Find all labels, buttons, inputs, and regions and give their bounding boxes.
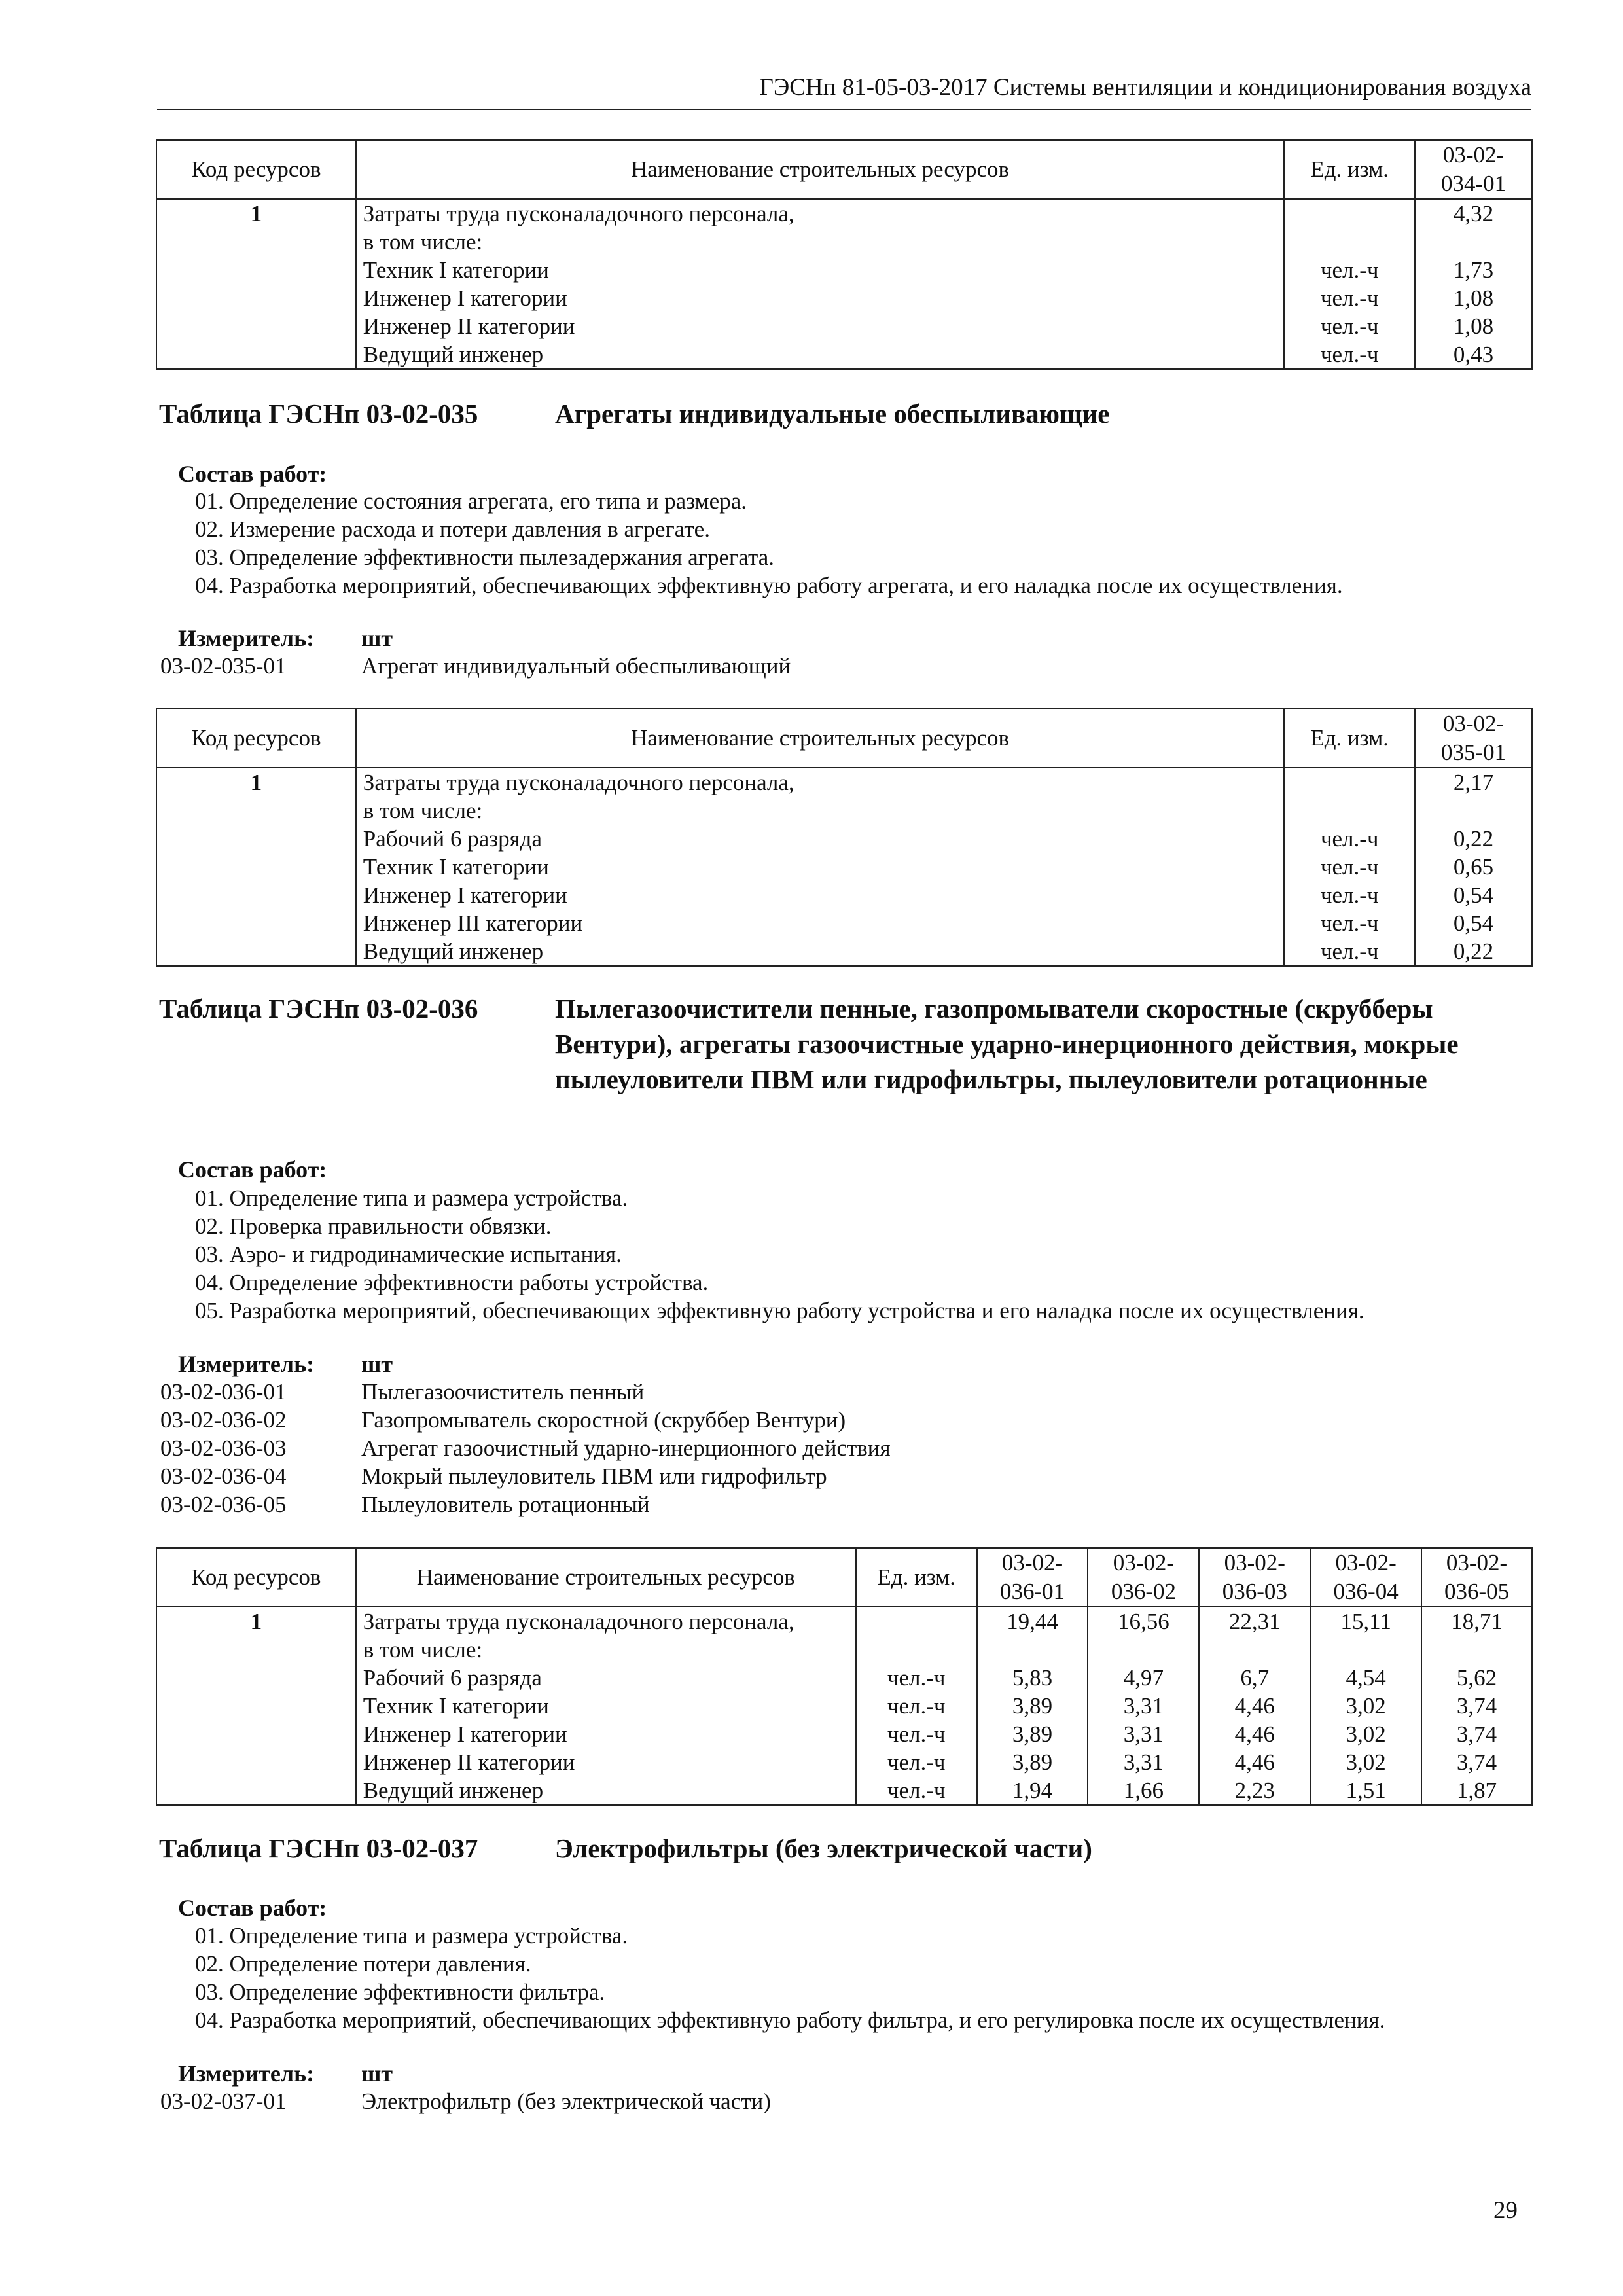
col-header-code: Код ресурсов xyxy=(156,140,356,199)
col-header-unit: Ед. изм. xyxy=(856,1548,977,1607)
col-header-unit: Ед. изм. xyxy=(1284,140,1415,199)
table-row xyxy=(156,256,1532,284)
unit-cell: чел.-ч xyxy=(856,1664,977,1692)
unit-cell: чел.-ч xyxy=(856,1776,977,1805)
table-row xyxy=(156,797,1532,825)
value-cell: 0,22 xyxy=(1415,937,1532,966)
measure-heading: Измеритель: xyxy=(178,625,315,651)
value-cell: 3,74 xyxy=(1421,1720,1532,1748)
code-cell xyxy=(156,228,356,256)
section-035-heading xyxy=(159,396,1533,435)
col-header-value: 03-02-034-01 xyxy=(1415,140,1532,199)
value-cell: 3,74 xyxy=(1421,1748,1532,1776)
code-cell xyxy=(156,1720,356,1748)
code-cell xyxy=(156,937,356,966)
value-cell xyxy=(1310,1636,1421,1664)
unit-cell: чел.-ч xyxy=(856,1720,977,1748)
measure-unit: шт xyxy=(361,625,393,651)
value-cell xyxy=(977,1636,1088,1664)
value-cell: 3,89 xyxy=(977,1692,1088,1720)
code-cell xyxy=(156,881,356,909)
table-row xyxy=(156,1776,1532,1805)
resource-table-036 xyxy=(156,1547,1533,1806)
table-row xyxy=(156,1636,1532,1664)
name-cell: в том числе: xyxy=(356,797,1284,825)
unit-cell: чел.-ч xyxy=(1284,881,1415,909)
work-item: 02. Проверка правильности обвязки. xyxy=(195,1213,552,1239)
name-cell: Инженер III категории xyxy=(356,909,1284,937)
code-cell: 1 xyxy=(156,1607,356,1636)
item-name: Мокрый пылеуловитель ПВМ или гидрофильтр xyxy=(361,1463,827,1489)
resource-table-034 xyxy=(156,139,1533,370)
value-cell xyxy=(1415,228,1532,256)
table-row xyxy=(156,1607,1532,1636)
value-cell: 4,32 xyxy=(1415,199,1532,228)
col-header-value: 03-02-036-01 xyxy=(977,1548,1088,1607)
page-number: 29 xyxy=(1493,2197,1518,2224)
code-cell xyxy=(156,1776,356,1805)
code-cell xyxy=(156,340,356,369)
col-header-name: Наименование строительных ресурсов xyxy=(356,1548,856,1607)
value-cell: 19,44 xyxy=(977,1607,1088,1636)
table-row xyxy=(156,1748,1532,1776)
name-cell: Затраты труда пусконаладочного персонала, xyxy=(356,199,1284,228)
header-divider xyxy=(157,109,1531,110)
value-cell: 4,97 xyxy=(1088,1664,1199,1692)
item-name: Агрегат газоочистный ударно-инерционного действия xyxy=(361,1435,891,1461)
work-item: 01. Определение состояния агрегата, его типа и размера. xyxy=(195,488,747,514)
table-title: Электрофильтры (без электрической части) xyxy=(555,1833,1092,1863)
unit-cell: чел.-ч xyxy=(1284,853,1415,881)
value-cell: 6,7 xyxy=(1199,1664,1310,1692)
value-cell: 3,89 xyxy=(977,1748,1088,1776)
unit-cell: чел.-ч xyxy=(1284,909,1415,937)
value-cell: 0,54 xyxy=(1415,909,1532,937)
item-name: Агрегат индивидуальный обеспыливающий xyxy=(361,653,791,679)
value-cell: 22,31 xyxy=(1199,1607,1310,1636)
page-header: ГЭСНп 81-05-03-2017 Системы вентиляции и кондиционирования воздуха xyxy=(759,74,1531,101)
table-row xyxy=(156,1692,1532,1720)
work-item: 02. Измерение расхода и потери давления в агрегате. xyxy=(195,516,710,542)
item-code: 03-02-036-02 xyxy=(160,1407,287,1433)
name-cell: Ведущий инженер xyxy=(356,1776,856,1805)
item-code: 03-02-037-01 xyxy=(160,2089,287,2114)
name-cell: в том числе: xyxy=(356,228,1284,256)
unit-cell: чел.-ч xyxy=(1284,284,1415,312)
code-cell xyxy=(156,1636,356,1664)
value-cell: 1,08 xyxy=(1415,312,1532,340)
work-item: 03. Определение эффективности пылезадержания агрегата. xyxy=(195,545,774,570)
unit-cell xyxy=(1284,797,1415,825)
measure-unit: шт xyxy=(361,1351,393,1377)
work-item: 05. Разработка мероприятий, обеспечивающих эффективную работу устройства и его наладка после их осуществления. xyxy=(195,1298,1364,1323)
work-item: 04. Определение эффективности работы устройства. xyxy=(195,1270,709,1295)
table-label: Таблица ГЭСНп 03-02-035 xyxy=(159,399,478,429)
unit-cell xyxy=(1284,199,1415,228)
measure-heading: Измеритель: xyxy=(178,2060,315,2087)
item-name: Пылегазоочиститель пенный xyxy=(361,1379,645,1405)
value-cell: 5,62 xyxy=(1421,1664,1532,1692)
item-code: 03-02-035-01 xyxy=(160,653,287,679)
unit-cell xyxy=(856,1607,977,1636)
code-cell: 1 xyxy=(156,199,356,228)
table-row xyxy=(156,768,1532,797)
table-title: Пылегазоочистители пенные, газопромыватели скоростные (скрубберы Вентури), агрегаты газоочистные ударно-инерционного действия, мокрые пылеуловители ПВМ или гидрофильтры, пылеуловители ротационные xyxy=(555,994,1459,1094)
name-cell: Затраты труда пусконаладочного персонала, xyxy=(356,1607,856,1636)
work-item: 04. Разработка мероприятий, обеспечивающих эффективную работу фильтра, и его регулировка после их осуществления. xyxy=(195,2007,1385,2033)
measure-unit: шт xyxy=(361,2060,393,2087)
name-cell: Инженер I категории xyxy=(356,1720,856,1748)
value-cell: 1,94 xyxy=(977,1776,1088,1805)
code-cell xyxy=(156,284,356,312)
value-cell xyxy=(1199,1636,1310,1664)
table-row xyxy=(156,312,1532,340)
item-code: 03-02-036-03 xyxy=(160,1435,287,1461)
table-row xyxy=(156,937,1532,966)
item-code: 03-02-036-05 xyxy=(160,1492,287,1517)
value-cell: 3,31 xyxy=(1088,1748,1199,1776)
code-cell xyxy=(156,825,356,853)
works-heading: Состав работ: xyxy=(178,1157,327,1183)
value-cell: 4,46 xyxy=(1199,1748,1310,1776)
code-cell xyxy=(156,256,356,284)
value-cell: 2,17 xyxy=(1415,768,1532,797)
value-cell xyxy=(1415,797,1532,825)
value-cell: 16,56 xyxy=(1088,1607,1199,1636)
unit-cell: чел.-ч xyxy=(856,1692,977,1720)
unit-cell xyxy=(856,1636,977,1664)
section-036-heading xyxy=(159,991,1533,1135)
table-row xyxy=(156,284,1532,312)
value-cell: 1,51 xyxy=(1310,1776,1421,1805)
work-item: 04. Разработка мероприятий, обеспечивающих эффективную работу агрегата, и его наладка после их осуществления. xyxy=(195,573,1343,598)
value-cell: 3,74 xyxy=(1421,1692,1532,1720)
value-cell xyxy=(1088,1636,1199,1664)
unit-cell: чел.-ч xyxy=(1284,340,1415,369)
value-cell: 3,02 xyxy=(1310,1720,1421,1748)
value-cell: 18,71 xyxy=(1421,1607,1532,1636)
col-header-value: 03-02-036-02 xyxy=(1088,1548,1199,1607)
value-cell: 4,46 xyxy=(1199,1692,1310,1720)
col-header-name: Наименование строительных ресурсов xyxy=(356,709,1284,768)
table-row xyxy=(156,825,1532,853)
section-037-heading xyxy=(159,1831,1533,1870)
work-item: 03. Определение эффективности фильтра. xyxy=(195,1979,605,2005)
value-cell: 2,23 xyxy=(1199,1776,1310,1805)
work-item: 01. Определение типа и размера устройства. xyxy=(195,1185,628,1211)
name-cell: Инженер I категории xyxy=(356,881,1284,909)
name-cell: Затраты труда пусконаладочного персонала, xyxy=(356,768,1284,797)
value-cell: 0,43 xyxy=(1415,340,1532,369)
work-item: 01. Определение типа и размера устройства. xyxy=(195,1923,628,1948)
item-name: Электрофильтр (без электрической части) xyxy=(361,2089,771,2114)
work-item: 03. Аэро- и гидродинамические испытания. xyxy=(195,1242,622,1267)
unit-cell: чел.-ч xyxy=(856,1748,977,1776)
measure-heading: Измеритель: xyxy=(178,1351,315,1377)
name-cell: Инженер II категории xyxy=(356,1748,856,1776)
value-cell: 0,22 xyxy=(1415,825,1532,853)
table-row xyxy=(156,199,1532,228)
works-heading: Состав работ: xyxy=(178,1895,327,1921)
table-row xyxy=(156,881,1532,909)
col-header-unit: Ед. изм. xyxy=(1284,709,1415,768)
value-cell: 1,08 xyxy=(1415,284,1532,312)
value-cell: 3,02 xyxy=(1310,1692,1421,1720)
col-header-code: Код ресурсов xyxy=(156,1548,356,1607)
item-code: 03-02-036-04 xyxy=(160,1463,287,1489)
table-label: Таблица ГЭСНп 03-02-036 xyxy=(159,994,478,1024)
table-row xyxy=(156,228,1532,256)
value-cell: 15,11 xyxy=(1310,1607,1421,1636)
value-cell: 3,89 xyxy=(977,1720,1088,1748)
code-cell: 1 xyxy=(156,768,356,797)
unit-cell: чел.-ч xyxy=(1284,312,1415,340)
value-cell: 0,54 xyxy=(1415,881,1532,909)
unit-cell: чел.-ч xyxy=(1284,937,1415,966)
table-row xyxy=(156,1720,1532,1748)
value-cell: 1,87 xyxy=(1421,1776,1532,1805)
table-row xyxy=(156,340,1532,369)
table-row xyxy=(156,853,1532,881)
item-name: Пылеуловитель ротационный xyxy=(361,1492,650,1517)
col-header-value: 03-02-036-05 xyxy=(1421,1548,1532,1607)
name-cell: Техник I категории xyxy=(356,1692,856,1720)
name-cell: Инженер II категории xyxy=(356,312,1284,340)
table-row xyxy=(156,909,1532,937)
name-cell: Техник I категории xyxy=(356,256,1284,284)
item-code: 03-02-036-01 xyxy=(160,1379,287,1405)
value-cell xyxy=(1421,1636,1532,1664)
value-cell: 0,65 xyxy=(1415,853,1532,881)
col-header-value: 03-02-036-04 xyxy=(1310,1548,1421,1607)
table-label: Таблица ГЭСНп 03-02-037 xyxy=(159,1833,478,1863)
col-header-code: Код ресурсов xyxy=(156,709,356,768)
name-cell: Рабочий 6 разряда xyxy=(356,1664,856,1692)
value-cell: 3,31 xyxy=(1088,1720,1199,1748)
name-cell: Ведущий инженер xyxy=(356,937,1284,966)
col-header-name: Наименование строительных ресурсов xyxy=(356,140,1284,199)
value-cell: 4,54 xyxy=(1310,1664,1421,1692)
value-cell: 1,66 xyxy=(1088,1776,1199,1805)
code-cell xyxy=(156,312,356,340)
value-cell: 4,46 xyxy=(1199,1720,1310,1748)
name-cell: Ведущий инженер xyxy=(356,340,1284,369)
table-row xyxy=(156,1664,1532,1692)
unit-cell: чел.-ч xyxy=(1284,256,1415,284)
code-cell xyxy=(156,1664,356,1692)
name-cell: в том числе: xyxy=(356,1636,856,1664)
code-cell xyxy=(156,1748,356,1776)
resource-table-035 xyxy=(156,708,1533,967)
name-cell: Инженер I категории xyxy=(356,284,1284,312)
unit-cell xyxy=(1284,768,1415,797)
unit-cell xyxy=(1284,228,1415,256)
name-cell: Рабочий 6 разряда xyxy=(356,825,1284,853)
value-cell: 3,02 xyxy=(1310,1748,1421,1776)
code-cell xyxy=(156,797,356,825)
col-header-value: 03-02-035-01 xyxy=(1415,709,1532,768)
code-cell xyxy=(156,909,356,937)
table-title: Агрегаты индивидуальные обеспыливающие xyxy=(555,399,1110,429)
value-cell: 5,83 xyxy=(977,1664,1088,1692)
item-name: Газопромыватель скоростной (скруббер Вентури) xyxy=(361,1407,846,1433)
value-cell: 3,31 xyxy=(1088,1692,1199,1720)
col-header-value: 03-02-036-03 xyxy=(1199,1548,1310,1607)
name-cell: Техник I категории xyxy=(356,853,1284,881)
unit-cell: чел.-ч xyxy=(1284,825,1415,853)
work-item: 02. Определение потери давления. xyxy=(195,1951,531,1977)
code-cell xyxy=(156,1692,356,1720)
value-cell: 1,73 xyxy=(1415,256,1532,284)
works-heading: Состав работ: xyxy=(178,461,327,487)
code-cell xyxy=(156,853,356,881)
